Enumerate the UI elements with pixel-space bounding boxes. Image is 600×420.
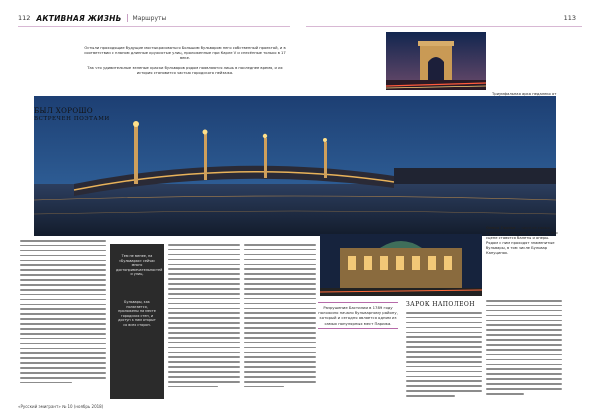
pull-quote: Разрушение Бастилии в 1789 году положило начало бульварному району, который и сегодня является одним из самых популярных мест Парижа. [318,300,398,331]
sidebar-quote-box [110,244,164,399]
opera-caption-text: — один из самых изысканных театров Парижа, на его сцене ставятся балеты и оперы. Рядом с ним проходят знаменитые бульвары, в том числе Бульвар Капуцинок. [486,226,558,255]
section-name: АКТИВНАЯ ЖИЗНЬ [36,13,122,23]
right-page-header [564,11,582,25]
body-column-2 [168,244,240,391]
heading-line-1: БЫЛ ХОРОШО [34,107,93,115]
opera-garnier-photo [320,234,482,296]
right-page-number: 113 [563,14,576,22]
right-header-rule [306,26,582,27]
header-divider [127,14,128,22]
body-column-3 [244,244,316,391]
section-heading [34,107,110,123]
body-column-5 [486,300,562,398]
arch-caption: Триумфальная арка недалеко от [492,92,557,96]
opera-caption [486,226,558,256]
sidebar-quote-1: Тем не менее, на «Бульварах» сейчас много достопримечательностей и улиц. [116,254,163,277]
subsection-name: Маршруты [132,14,167,22]
left-header-rule [18,26,290,27]
sidebar-quote-2: Бульвары, как полагается, проложены на месте городских стен, и доступ к ним открыт со всех сторон. [118,300,156,327]
heading-line-2: ВСТРЕЧЕН ПОЭТАМИ [34,116,110,122]
section-heading-2: ЗАРОК НАПОЛЕОН [406,301,475,308]
arc-de-triomphe-photo [386,32,486,90]
alexandre-bridge-photo [34,96,556,236]
body-column-4 [406,312,482,400]
left-page-number: 112 [18,14,31,22]
page-footer: «Русский эмигрант» № 10 (ноябрь 2018) [18,404,104,409]
top-caption-1: Остыли проходящие будущие мостыкрасоваться Большим бульваром него собственный проектой, и в соответствии с планом длинные кружистые улиц, проложенные при Карле V и снесённые только в 17 веке. [84,46,286,61]
body-column-1 [20,240,106,387]
top-caption-2: Так что удивительные зеленые краски бульваров рядом появляются лишь в последнее время, и их история становится частью городского пейзажа. [87,66,283,76]
left-page-header [18,11,166,25]
opera-caption-bold: Опера Гарнье [486,226,516,230]
